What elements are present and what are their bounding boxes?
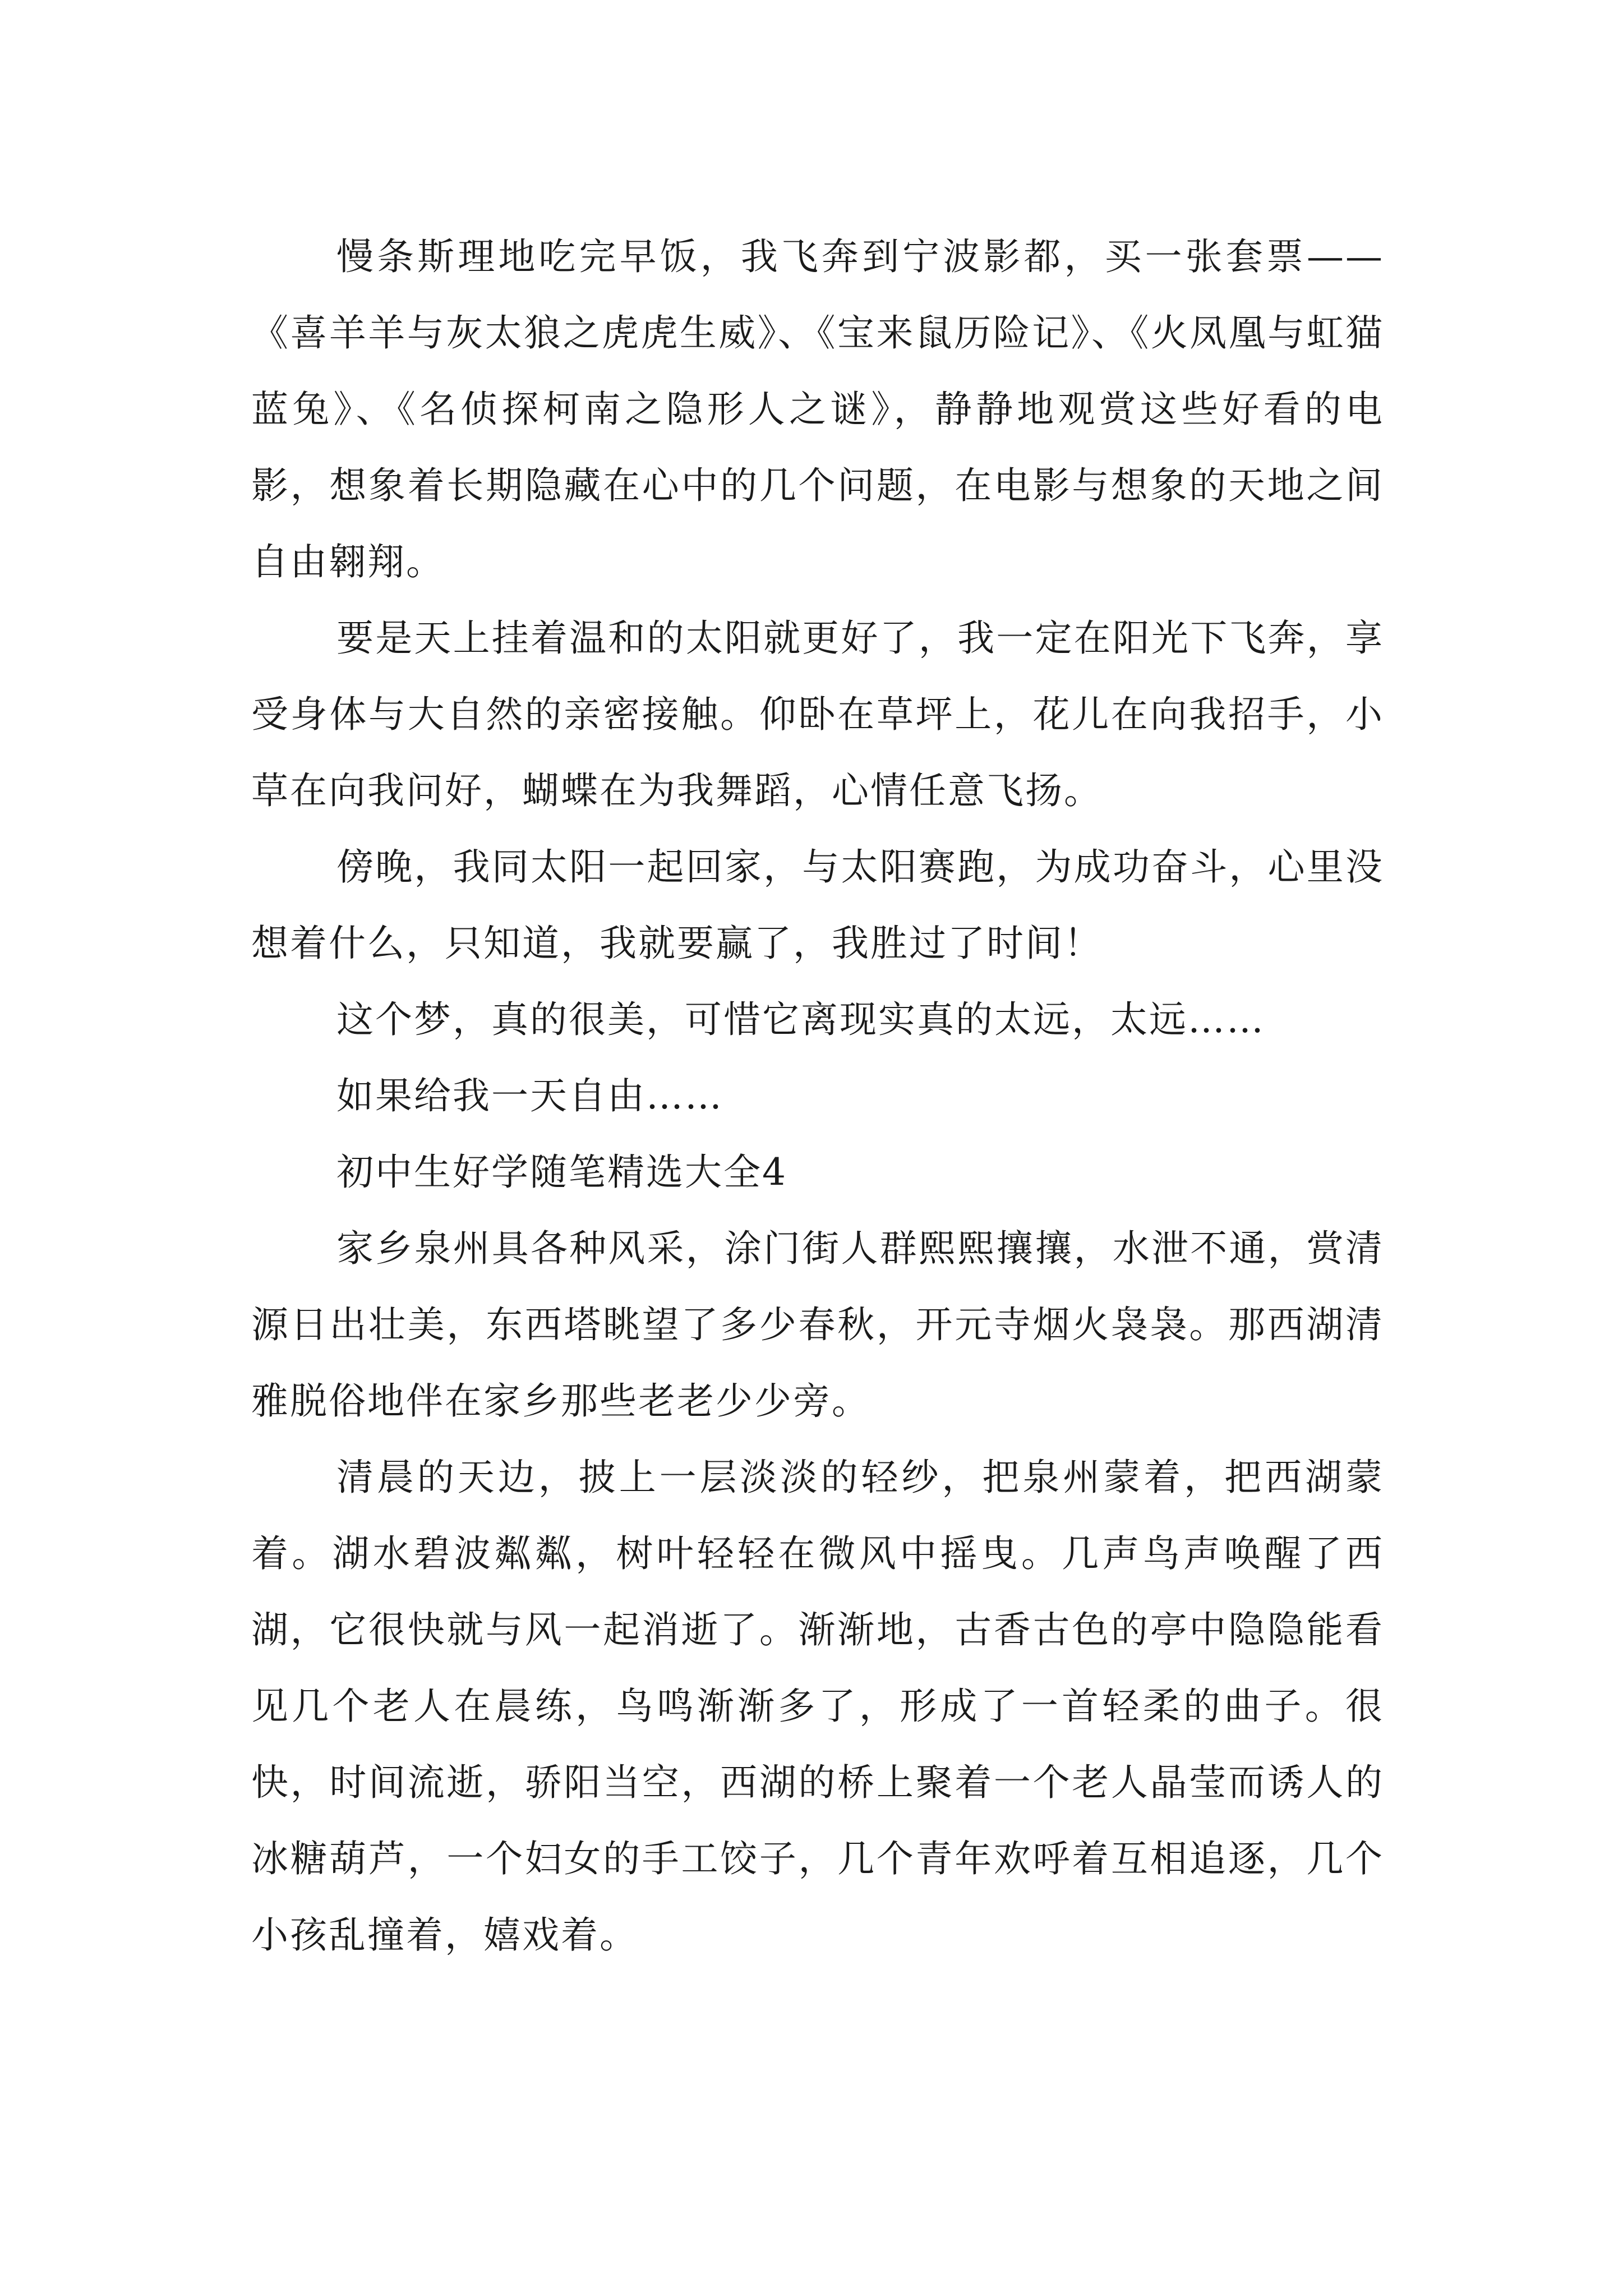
section-title: 初中生好学随笔精选大全4 bbox=[336, 1151, 787, 1194]
paragraph-evening: 傍晚，我同太阳一起回家，与太阳赛跑，为成功奋斗，心里没想着什么，只知道，我就要赢了，我胜过了时间！ bbox=[251, 845, 1384, 965]
paragraph-west-lake: 清晨的天边，披上一层淡淡的轻纱，把泉州蒙着，把西湖蒙着。湖水碧波粼粼，树叶轻轻在微风中摇曳。几声鸟声唤醒了西湖，它很快就与风一起消逝了。渐渐地，古香古色的亭中隐隐能看见几个老人在晨练，鸟鸣渐渐多了，形成了一首轻柔的曲子。很快，时间流逝，骄阳当空，西湖的桥上聚着一个老人晶莹而诱人的冰糖葫芦，一个妇女的手工饺子，几个青年欢呼着互相追逐，几个小孩乱撞着，嬉戏着。 bbox=[251, 1456, 1384, 1957]
paragraph-breakfast-movies: 慢条斯理地吃完早饭，我飞奔到宁波影都，买一张套票——《喜羊羊与灰太狼之虎虎生威》、《宝来鼠历险记》、《火凤凰与虹猫蓝兔》、《名侦探柯南之隐形人之谜》，静静地观赏这些好看的电影，想象着长期隐藏在心中的几个问题，在电影与想象的天地之间自由翱翔。 bbox=[251, 235, 1384, 583]
paragraph-sunshine: 要是天上挂着温和的太阳就更好了，我一定在阳光下飞奔，享受身体与大自然的亲密接触。仰卧在草坪上，花儿在向我招手，小草在向我问好，蝴蝶在为我舞蹈，心情任意飞扬。 bbox=[251, 616, 1384, 812]
paragraph-dream: 这个梦，真的很美，可惜它离现实真的太远，太远…… bbox=[336, 998, 1265, 1041]
paragraph-hometown: 家乡泉州具各种风采，涂门街人群熙熙攘攘，水泄不通，赏清源日出壮美，东西塔眺望了多少春秋，开元寺烟火袅袅。那西湖清雅脱俗地伴在家乡那些老老少少旁。 bbox=[251, 1227, 1384, 1423]
paragraph-freedom: 如果给我一天自由…… bbox=[336, 1074, 723, 1117]
document-body bbox=[251, 219, 1384, 1973]
